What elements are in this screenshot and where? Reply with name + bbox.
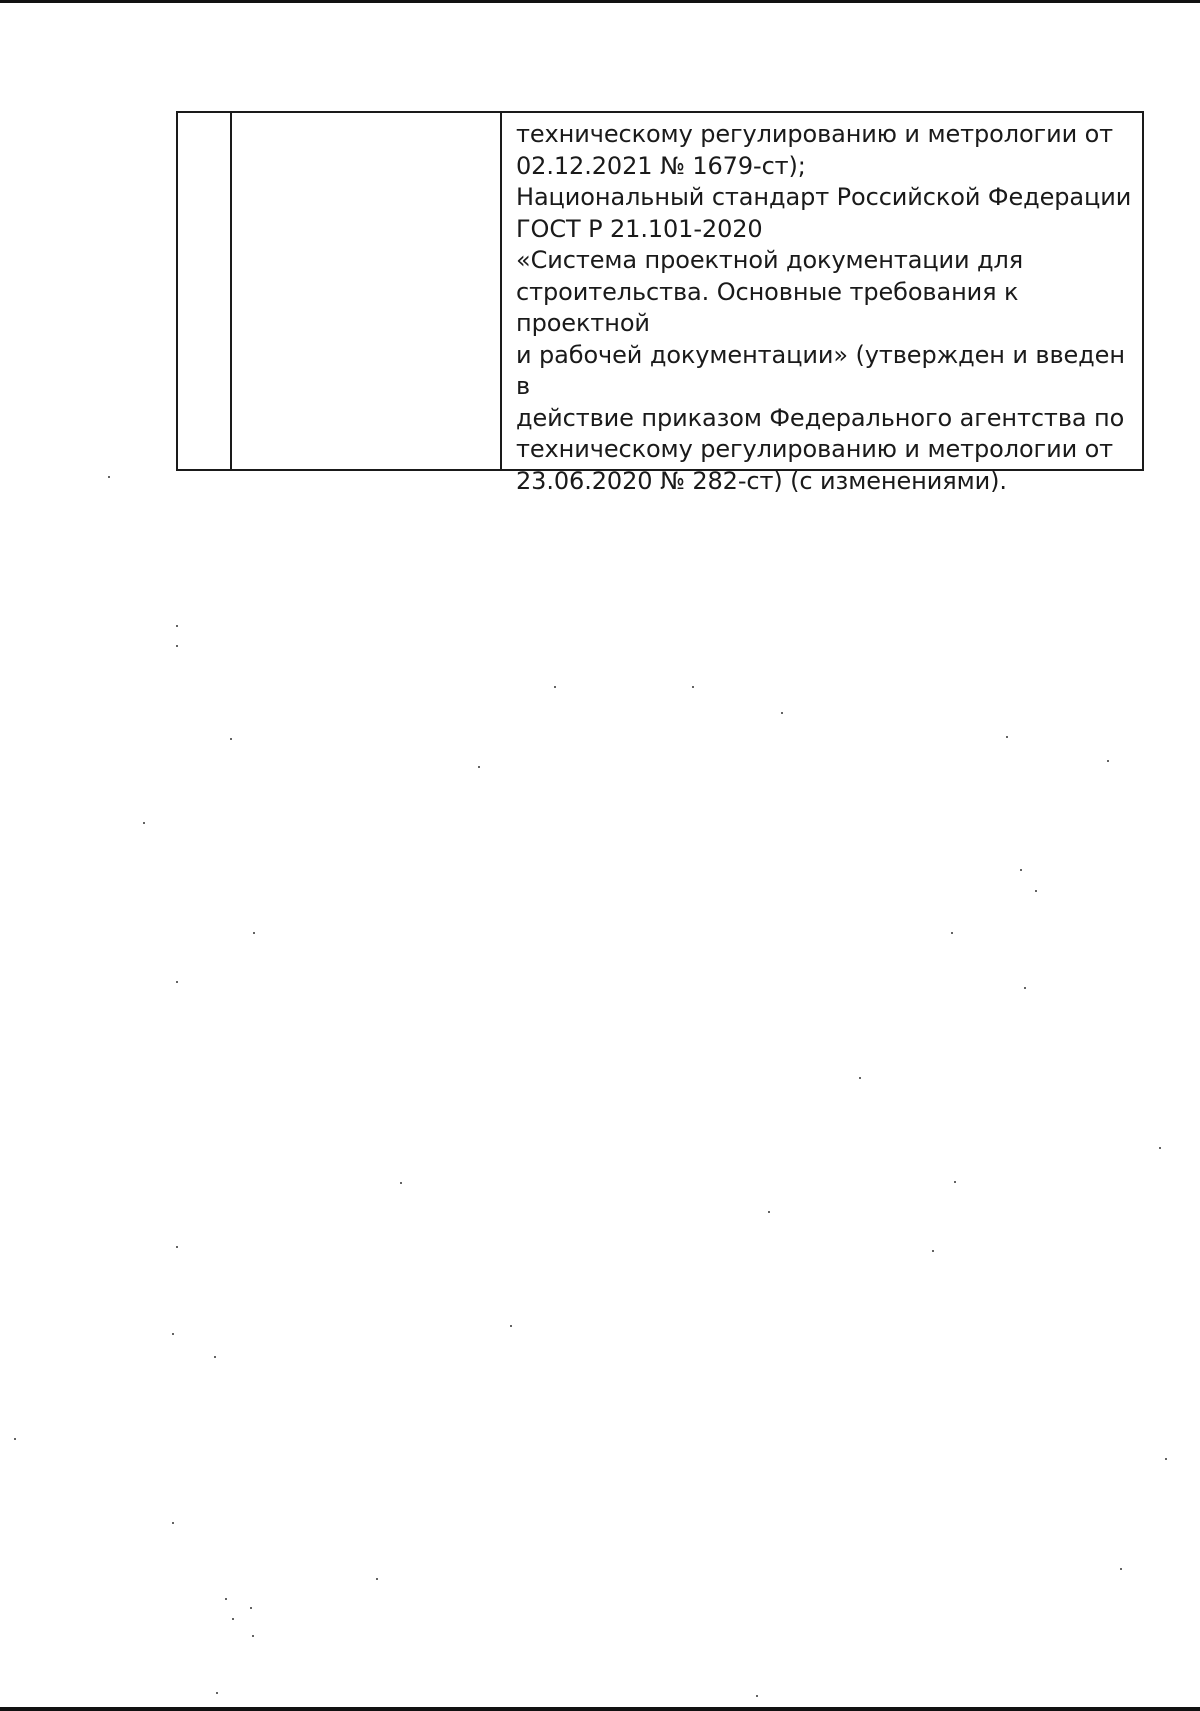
scan-speck: [1024, 987, 1026, 989]
table-cell-text: [502, 113, 1142, 495]
scan-speck: [176, 645, 178, 647]
scan-speck: [216, 1692, 218, 1694]
scan-speck: [400, 1182, 402, 1184]
scan-speck: [510, 1325, 512, 1327]
scan-speck: [1165, 1458, 1167, 1460]
scan-speck: [554, 686, 556, 688]
scan-speck: [1020, 869, 1022, 871]
scan-speck: [1120, 1568, 1122, 1570]
scan-speck: [230, 738, 232, 740]
scan-speck: [951, 932, 953, 934]
scan-speck: [781, 712, 783, 714]
scan-speck: [108, 476, 110, 478]
scan-speck: [225, 1598, 227, 1600]
scan-speck: [768, 1211, 770, 1213]
scan-speck: [172, 1333, 174, 1335]
scan-speck: [1159, 1147, 1161, 1149]
scan-speck: [859, 1077, 861, 1079]
table-cell-number: [178, 113, 232, 469]
scan-bottom-edge: [0, 1707, 1200, 1711]
scan-speck: [214, 1356, 216, 1358]
scan-speck: [14, 1438, 16, 1440]
scan-speck: [143, 822, 145, 824]
table-cell-name: [232, 113, 502, 469]
scan-speck: [253, 932, 255, 934]
scan-speck: [756, 1695, 758, 1697]
scan-top-edge: [0, 0, 1200, 3]
text-block-1: техническому регулированию и метрологии от 02.12.2021 № 1679-ст);: [516, 120, 1114, 180]
scan-speck: [252, 1635, 254, 1637]
scan-speck: [1006, 736, 1008, 738]
scan-speck: [176, 625, 178, 627]
document-table: [176, 111, 1144, 495]
scan-speck: [172, 1522, 174, 1524]
scan-speck: [1107, 760, 1109, 762]
scan-speck: [932, 1250, 934, 1252]
scan-speck: [176, 1246, 178, 1248]
text-block-3: «Система проектной документации для строительства. Основные требования к проектной и рабочей документации» (утвержден и введен в действие приказом Федерального агентства по техническому регулированию и метрологии от 23.06.2020 № 282-ст) (с изменениями).: [516, 246, 1125, 495]
scan-speck: [176, 981, 178, 983]
text-block-2: Национальный стандарт Российской Федерации ГОСТ Р 21.101-2020: [516, 183, 1132, 243]
scan-speck: [478, 766, 480, 768]
scan-speck: [232, 1618, 234, 1620]
scan-speck: [692, 686, 694, 688]
scan-speck: [1035, 890, 1037, 892]
scan-speck: [250, 1607, 252, 1609]
scan-speck: [954, 1181, 956, 1183]
scan-speck: [376, 1578, 378, 1580]
